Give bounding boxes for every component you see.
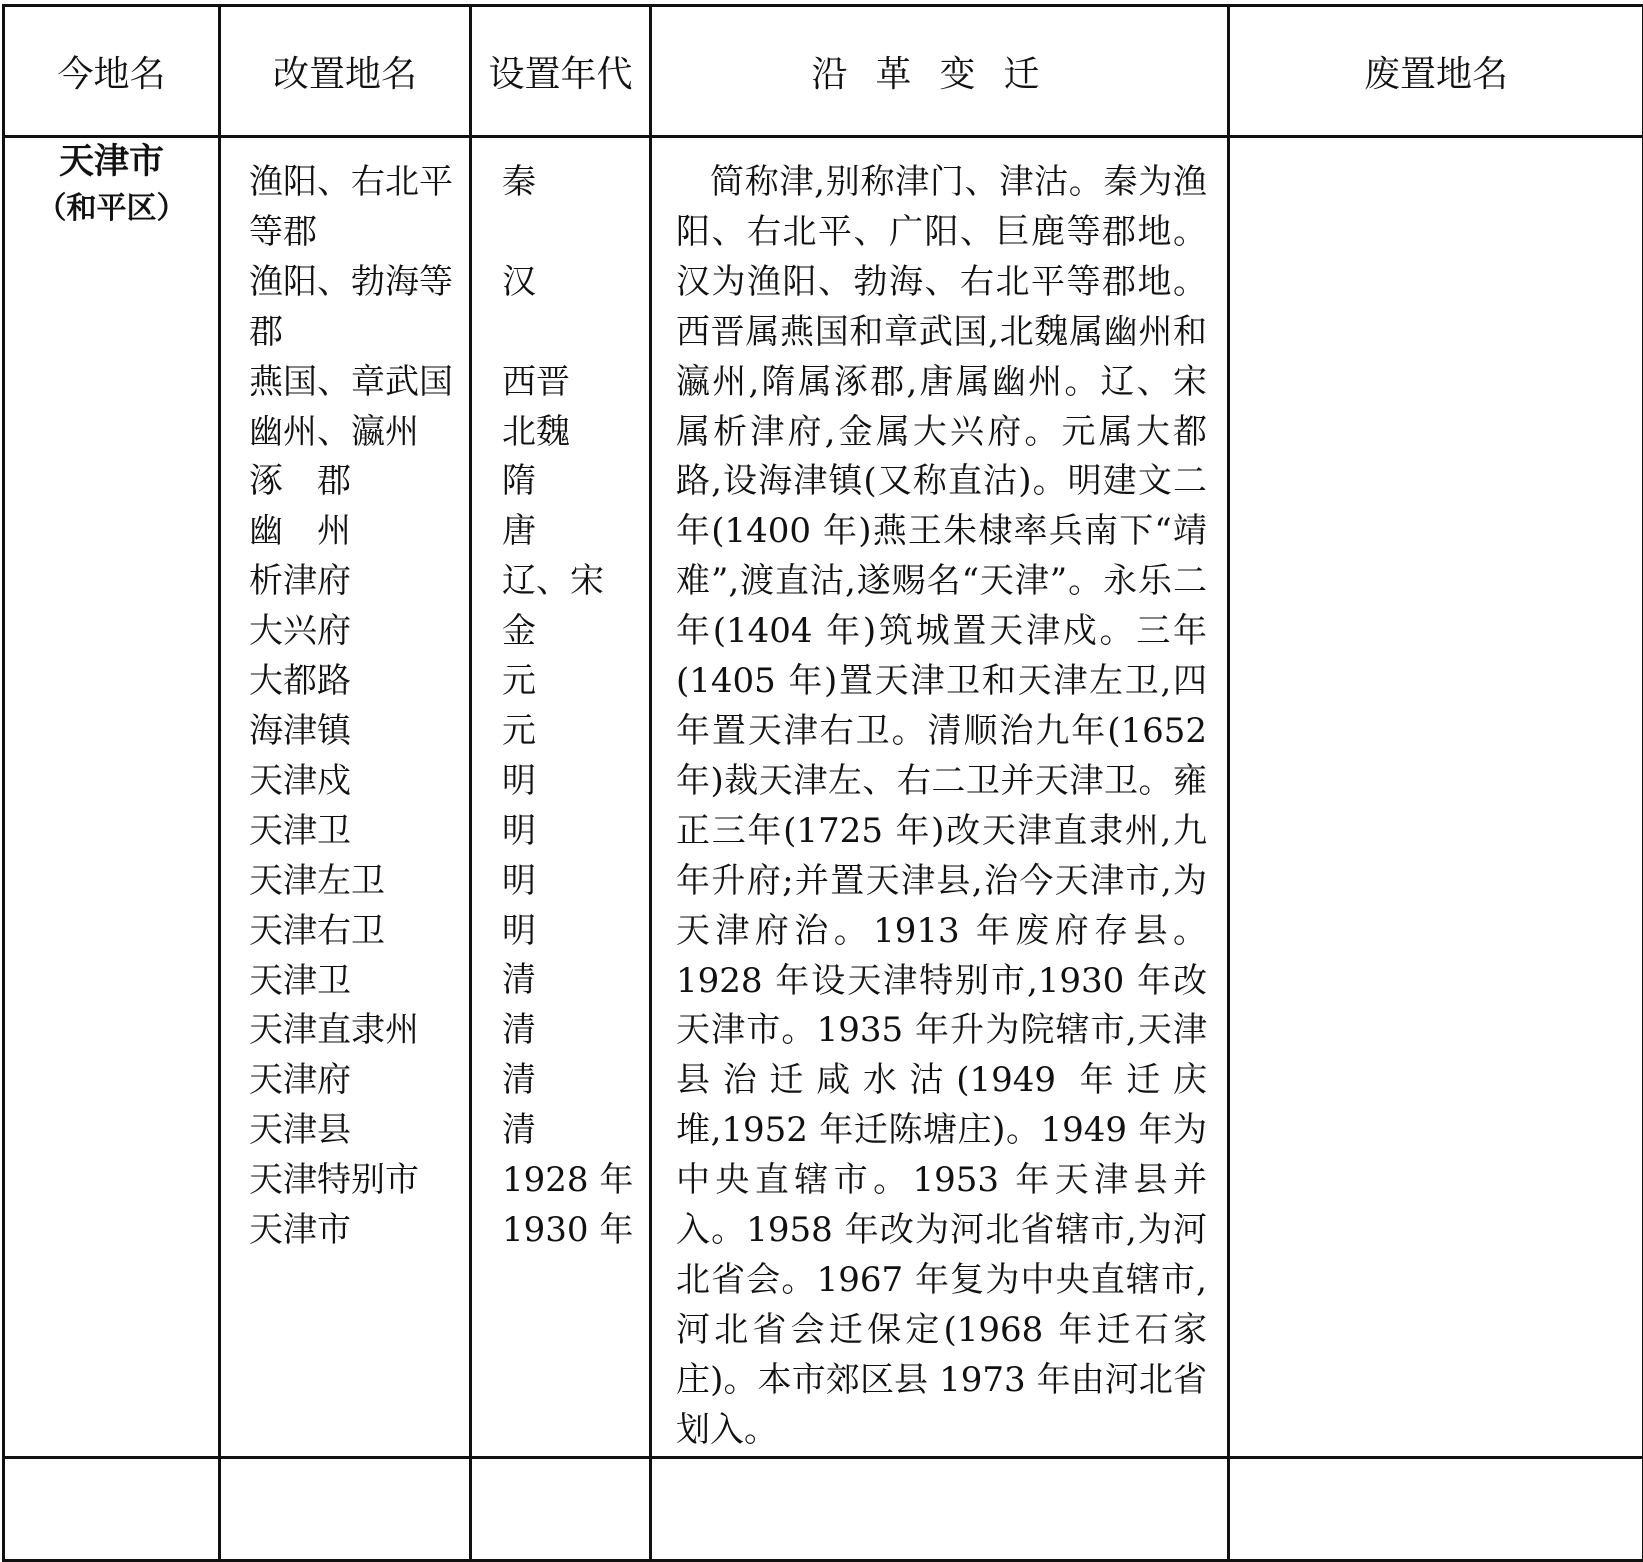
era-entry: 隋: [472, 457, 649, 507]
era-entry: 唐: [472, 507, 649, 557]
renamed-name-entry: 大兴府: [221, 607, 469, 657]
era-entry: 清: [472, 1056, 649, 1106]
renamed-name-entry: 天津直隶州: [221, 1006, 469, 1056]
table-row-next: [4, 1457, 1643, 1560]
renamed-name-entry: 天津县: [221, 1106, 469, 1156]
renamed-name-entry: 渔阳、右北平等郡: [221, 158, 454, 258]
era-entry: 元: [472, 657, 649, 707]
era-entry: 明: [472, 857, 649, 907]
renamed-name-entry: 天津卫: [221, 807, 469, 857]
renamed-name-entry: 海津镇: [221, 707, 469, 757]
renamed-name-entry: 涿 郡: [221, 457, 469, 507]
gazetteer-table: [2, 4, 1643, 1562]
renamed-name-entry: 天津卫: [221, 957, 469, 1007]
renamed-name-entry: 天津戍: [221, 757, 469, 807]
era-entry: 北魏: [472, 408, 649, 458]
era-entry: 清: [472, 956, 649, 1006]
era-entry: 元: [472, 707, 649, 757]
renamed-name-entry: 天津特别市: [221, 1156, 469, 1206]
era-list: [472, 138, 649, 1256]
era-entry: 秦: [472, 158, 649, 258]
era-entry: 1928 年: [472, 1156, 649, 1206]
renamed-name-entry: 析津府: [221, 557, 469, 607]
header-abolished: 废置地名: [1229, 6, 1643, 137]
current-name-cell: [4, 137, 220, 1458]
renamed-name-entry: 渔阳、勃海等郡: [221, 258, 454, 358]
current-district: （和平区）: [5, 186, 218, 232]
era-entry: 明: [472, 757, 649, 807]
era-entry: 明: [472, 907, 649, 957]
history-text: 简称津,别称津门、津沽。秦为渔阳、右北平、广阳、巨鹿等郡地。汉为渔阳、勃海、右北平等郡地。西晋属燕国和章武国,北魏属幽州和瀛州,隋属涿郡,唐属幽州。辽、宋属析津府,金属大兴府。元属大都路,设海津镇(又称直沽)。明建文二年(1400 年)燕王朱棣率兵南下“靖难”,渡直沽,遂赐名“天津”。永乐二年(1404 年)筑城置天津戍。三年(1405 年)置天津卫和天津左卫,四年置天津右卫。清顺治九年(1652 年)裁天津左、右二卫并天津卫。雍正三年(1725 年)改天津直隶州,九年升府;并置天津县,治今天津市,为天津府治。1913 年废府存县。1928 年设天津特别市,1930 年改天津市。1935 年升为院辖市,天津县治迁咸水沽(1949 年迁庆堆,1952 年迁陈塘庄)。1949 年为中央直辖市。1953 年天津县并入。1958 年改为河北省辖市,为河北省会。1967 年复为中央直辖市,河北省会迁保定(1968 年迁石家庄)。本市郊区县 1973 年由河北省划入。: [652, 138, 1227, 1456]
header-era: 设置年代: [471, 6, 651, 137]
era-entry: 1930 年: [472, 1206, 649, 1256]
era-entry: 明: [472, 807, 649, 857]
renamed-names-list: [221, 138, 469, 1256]
history-cell: [651, 137, 1229, 1458]
renamed-names-cell: [220, 137, 471, 1458]
renamed-name-entry: 幽州、瀛州: [221, 408, 469, 458]
era-entry: 清: [472, 1006, 649, 1056]
renamed-name-entry: 天津府: [221, 1056, 469, 1106]
table-row: [4, 137, 1643, 1458]
abolished-cell: [1229, 137, 1643, 1458]
era-entry: 汉: [472, 258, 649, 358]
renamed-name-entry: 天津左卫: [221, 857, 469, 907]
era-cell: [471, 137, 651, 1458]
renamed-name-entry: 天津市: [221, 1206, 469, 1256]
header-row: [4, 6, 1643, 137]
era-entry: 清: [472, 1106, 649, 1156]
header-history: 沿革变迁: [651, 6, 1229, 137]
renamed-name-entry: 燕国、章武国: [221, 358, 469, 408]
era-entry: 金: [472, 607, 649, 657]
era-entry: 西晋: [472, 358, 649, 408]
renamed-name-entry: 幽 州: [221, 507, 469, 557]
header-renamed-names: 改置地名: [220, 6, 471, 137]
current-name: 天津市: [5, 138, 218, 186]
renamed-name-entry: 天津右卫: [221, 907, 469, 957]
renamed-name-entry: 大都路: [221, 657, 469, 707]
era-entry: 辽、宋: [472, 557, 649, 607]
header-current-name: 今地名: [4, 6, 220, 137]
